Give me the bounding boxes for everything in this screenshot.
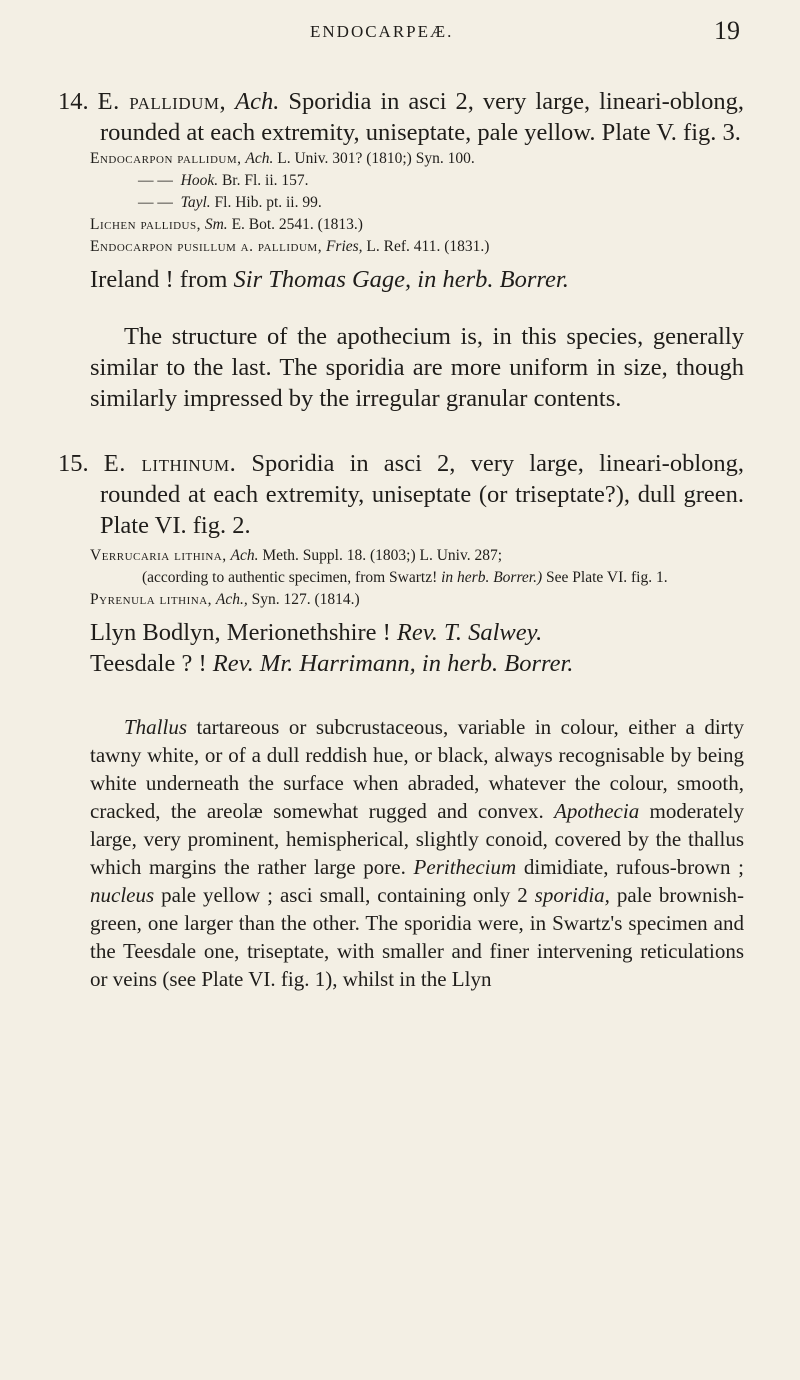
synonym-line: — — Tayl. Fl. Hib. pt. ii. 99. [138,194,322,211]
species-14-entry [58,86,744,148]
species-14-description: Sporidia in asci 2, very large, lineari-oblong, rounded at each extremity, uniseptate, pale yellow. Plate V. fig. 3. [100,88,744,146]
synonym-line: Endocarpon pusillum α. pallidum, Fries, L. Ref. 411. (1831.) [90,238,490,255]
synonym-line: Endocarpon pallidum, Ach. L. Univ. 301? (1810;) Syn. 100. [90,150,475,167]
thallus-description: Thallus tartareous or subcrustaceous, variable in colour, either a dirty tawny white, or of a dull reddish hue, or black, always recognisable by being white underneath the surface when abraded, whatever the colour, smooth, cracked, the areolæ somewhat rugged and convex. Apothecia moderately large, very prominent, hemispherical, slightly conoid, covered by the thallus which margins the rather large pore. Perithecium dimidiate, rufous-brown ; nucleus pale yellow ; asci small, containing only 2 sporidia, pale brownish-green, one larger than the other. The sporidia were, in Swartz's specimen and the Teesdale one, triseptate, with smaller and finer intervening reticulations or veins (see Plate VI. fig. 1), whilst in the Llyn [90,715,744,991]
page-content [58,86,745,993]
species-15-locality-1: Llyn Bodlyn, Merionethshire ! Rev. T. Salwey. [90,619,543,646]
synonym-note: (according to authentic specimen, from Swartz! in herb. Borrer.) See Plate VI. fig. 1. [142,569,668,586]
synonym-line: Verrucaria lithina, Ach. Meth. Suppl. 18. (1803;) L. Univ. 287; [90,547,503,564]
synonym-line: Lichen pallidus, Sm. E. Bot. 2541. (1813.) [90,216,363,233]
species-15-name: E. lithinum. [103,450,237,477]
species-14-name: E. pallidum, [97,88,227,115]
synonym-line: Pyrenula lithina, Ach., Syn. 127. (1814.) [90,591,360,608]
page-header [0,16,800,46]
species-14-locality: Ireland ! from Sir Thomas Gage, in herb. Borrer. [90,266,569,293]
page-number: 19 [714,16,740,45]
running-head: ENDOCARPEÆ. [310,22,454,41]
species-14-synonyms [78,148,744,258]
species-15-description: Sporidia in asci 2, very large, lineari-oblong, rounded at each extremity, uniseptate (or triseptate?), dull green. Plate VI. fig. 2. [100,450,745,539]
species-15-locality-2: Teesdale ? ! Rev. Mr. Harrimann, in herb. Borrer. [90,650,574,677]
species-14-number: 14. [58,88,89,115]
species-15-synonyms [78,545,744,611]
species-15-entry [58,448,744,541]
species-14-note: The structure of the apothecium is, in this species, generally similar to the last. The sporidia are more uniform in size, though similarly impressed by the irregular granular contents. [90,323,744,412]
species-15-number: 15. [58,450,89,477]
synonym-line: — — Hook. Br. Fl. ii. 157. [138,172,309,189]
species-14-author: Ach. [235,88,280,115]
